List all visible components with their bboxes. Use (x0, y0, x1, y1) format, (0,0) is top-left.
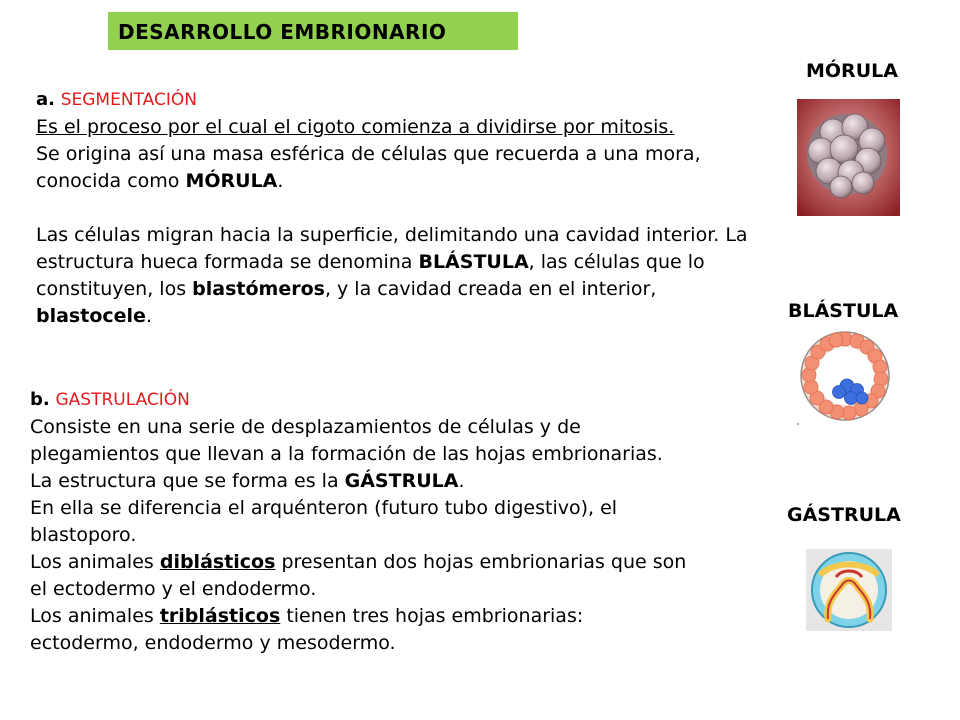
blastula-bold: BLÁSTULA (418, 251, 529, 273)
section-a-morula-text (36, 141, 756, 195)
section-a-title: SEGMENTACIÓN (60, 90, 197, 110)
gastrula-text-post: . (458, 470, 465, 492)
diblasticos-text-post: presentan dos hojas embrionarias que son el ectodermo y el endodermo. (30, 551, 687, 600)
triblasticos-text-post: tienen tres hojas embrionarias: ectodermo, endodermo y mesodermo. (30, 605, 584, 654)
blastula-text-post: . (145, 305, 152, 327)
gastrula-image (806, 549, 892, 631)
section-b (30, 386, 690, 657)
title-banner (108, 12, 518, 50)
page-title: DESARROLLO EMBRIONARIO (118, 20, 447, 44)
gastrula-label: GÁSTRULA (787, 504, 901, 526)
section-b-arquenteron-text: En ella se diferencia el arquénteron (futuro tubo digestivo), el blastoporo. (30, 497, 618, 546)
section-a-heading (36, 86, 756, 114)
blastocele-bold: blastocele (36, 305, 146, 327)
section-a (36, 86, 756, 330)
section-b-triblasticos-text (30, 603, 690, 657)
section-b-heading (30, 386, 690, 414)
blastomeros-bold: blastómeros (192, 278, 325, 300)
section-b-gastrula-text (30, 414, 690, 495)
section-b-diblasticos-text (30, 549, 690, 603)
section-b-title: GASTRULACIÓN (55, 390, 190, 410)
blastula-text-mid2: , y la cavidad creada en el interior, (324, 278, 657, 300)
triblasticos-term: triblásticos (159, 605, 281, 627)
triblasticos-text-pre: Los animales (30, 605, 160, 627)
diblasticos-text-pre: Los animales (30, 551, 160, 573)
blastula-image (795, 328, 895, 426)
section-a-blastula-text (36, 222, 756, 330)
section-b-letter: b. (30, 389, 50, 410)
section-a-letter: a. (36, 89, 55, 110)
gastrula-text-pre: Consiste en una serie de desplazamientos de células y de plegamientos que llevan a la formación de las hojas embrionarias. La estructura que se forma es la (30, 416, 663, 492)
gastrula-bold: GÁSTRULA (344, 470, 459, 492)
morula-text-post: . (277, 170, 284, 192)
blastula-label: BLÁSTULA (788, 300, 899, 322)
morula-text-pre: Se origina así una masa esférica de células que recuerda a una mora, conocida como (36, 143, 701, 192)
morula-image (797, 99, 900, 216)
blastula-text-pre: Las células migran hacia la superficie, delimitando una cavidad interior. La estructura hueca formada se denomina (36, 224, 748, 273)
diblasticos-term: diblásticos (159, 551, 276, 573)
section-a-definition: Es el proceso por el cual el cigoto comienza a dividirse por mitosis. (36, 116, 675, 138)
morula-label: MÓRULA (806, 60, 898, 82)
blastula-text-mid1: , las células que lo constituyen, los (36, 251, 705, 300)
morula-bold: MÓRULA (185, 170, 278, 192)
